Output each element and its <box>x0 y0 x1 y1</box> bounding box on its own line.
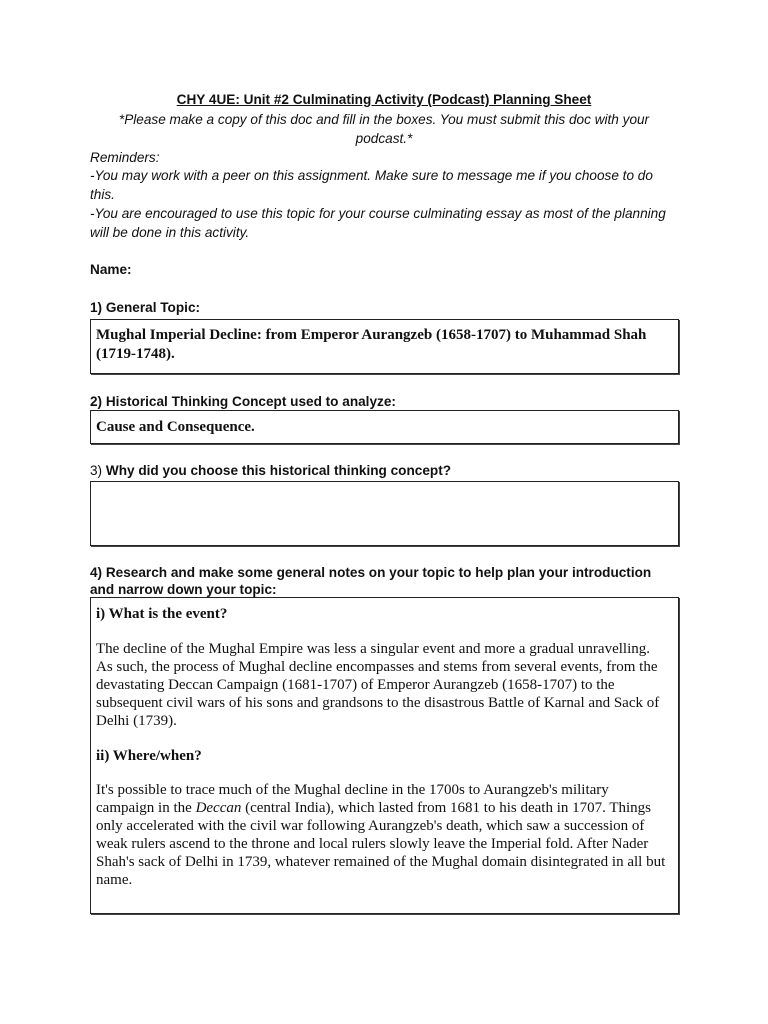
instructions-line: podcast.* <box>355 131 413 146</box>
q4-label: 4) Research and make some general notes on your topic to help plan your introduction <box>90 565 652 580</box>
where-text: campaign in the <box>96 800 196 816</box>
q3-label <box>90 463 451 478</box>
where-line: only accelerated with the civil war following Aurangzeb's death, which saw a succession of <box>96 818 645 834</box>
reminders-label: Reminders: <box>90 150 160 165</box>
reminder-line: will be done in this activity. <box>90 225 250 240</box>
reminder-line: this. <box>90 187 115 202</box>
q2-label: 2) Historical Thinking Concept used to analyze: <box>90 394 396 409</box>
where-line: Shah's sack of Delhi in 1739, whatever remained of the Mughal domain disintegrated in all but <box>96 854 666 870</box>
topic-answer-line: Mughal Imperial Decline: from Emperor Aurangzeb (1658-1707) to Muhammad Shah <box>96 327 647 343</box>
event-line: As such, the process of Mughal decline encompasses and stems from several events, from the <box>96 659 658 675</box>
q3-question: Why did you choose this historical thinking concept? <box>105 463 452 478</box>
reminder-line: -You are encouraged to use this topic for your course culminating essay as most of the planning <box>90 206 666 221</box>
general-topic-box[interactable] <box>90 319 679 374</box>
event-line: subsequent civil wars of his sons and grandsons to the disastrous Battle of Karnal and Sack of <box>96 695 660 711</box>
where-line <box>96 800 651 817</box>
where-line: It's possible to trace much of the Mughal decline in the 1700s to Aurangzeb's military <box>96 782 609 798</box>
event-line: The decline of the Mughal Empire was less a singular event and more a gradual unravelling. <box>96 641 650 657</box>
where-line: weak rulers ascend to the throne and local rulers slowly leave the Imperial fold. After Nader <box>96 836 649 852</box>
instructions-line: *Please make a copy of this doc and fill in the boxes. You must submit this doc with your <box>118 112 650 127</box>
q1-label: 1) General Topic: <box>90 300 201 315</box>
topic-answer-line: (1719-1748). <box>96 346 175 362</box>
event-line: devastating Deccan Campaign (1681-1707) of Emperor Aurangzeb (1658-1707) to the <box>96 677 615 693</box>
where-text: (central India), which lasted from 1681 to his death in 1707. Things <box>241 800 652 816</box>
q3-number: 3) <box>90 463 106 478</box>
name-label: Name: <box>90 262 132 277</box>
reminder-line: -You may work with a peer on this assignment. Make sure to message me if you choose to do <box>90 168 653 183</box>
event-heading: i) What is the event? <box>96 606 228 622</box>
event-line: Delhi (1739). <box>96 713 177 729</box>
q4-label: and narrow down your topic: <box>90 582 277 597</box>
where-when-heading: ii) Where/when? <box>96 748 202 764</box>
concept-reason-box[interactable] <box>90 481 679 546</box>
deccan-italic: Deccan <box>195 800 242 816</box>
research-notes-box[interactable] <box>90 597 679 914</box>
concept-answer: Cause and Consequence. <box>96 419 255 435</box>
document-title: CHY 4UE: Unit #2 Culminating Activity (Podcast) Planning Sheet <box>176 92 592 107</box>
thinking-concept-box[interactable] <box>90 410 679 444</box>
where-line: name. <box>96 872 133 888</box>
